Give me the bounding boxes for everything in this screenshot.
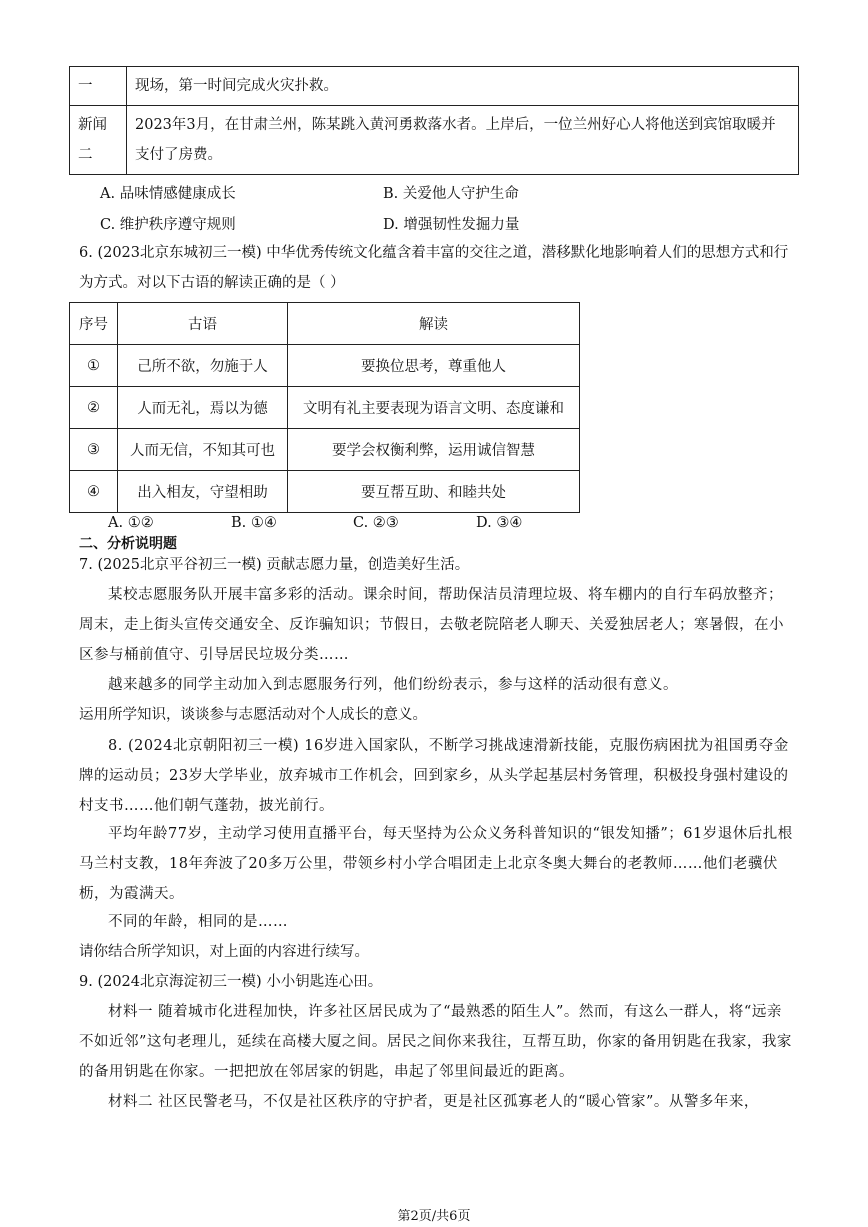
q6-option-c: C. ②③ [353, 515, 399, 531]
table-cell: ① [70, 345, 118, 387]
q6-option-a: A. ①② [108, 515, 154, 531]
table-cell: 人而无礼，焉以为德 [118, 387, 288, 429]
table-cell: ④ [70, 471, 118, 513]
q7-material-para: 某校志愿服务队开展丰富多彩的活动。课余时间，帮助保洁员清理垃圾、将车棚内的自行车码放整齐；周末，走上街头宣传交通安全、反诈骗知识；节假日，去敬老院陪老人聊天、关爱独居老人；寒暑假，在小区参与桶前值守、引导居民垃圾分类…… [79, 587, 784, 663]
table-row [70, 345, 580, 387]
q8-material-para: 8. (2024北京朝阳初三一模) 16岁进入国家队，不断学习挑战速滑新技能，克服伤病困扰为祖国勇夺金牌的运动员；23岁大学毕业，放弃城市工作机会，回到家乡，从头学起基层村务管理，积极投身强村建设的村支书……他们朝气蓬勃，披光前行。 [79, 738, 789, 814]
page-number: 第2页/共6页 [397, 1209, 471, 1224]
q5-option-c: C. 维护秩序遵守规则 [100, 217, 236, 233]
table-cell: 要互帮互助、和睦共处 [288, 471, 580, 513]
table-row [70, 471, 580, 513]
column-header: 古语 [118, 303, 288, 345]
table-row [70, 429, 580, 471]
q6-option-b: B. ①④ [231, 515, 277, 531]
q5-option-b: B. 关爱他人守护生命 [383, 186, 519, 202]
q9-material-para: 材料一 随着城市化进程加快，许多社区居民成为了“最熟悉的陌生人”。然而，有这么一群人，将“远亲不如近邻”这句老理儿，延续在高楼大厦之间。居民之间你来我往，互帮互助，你家的备用钥匙在我家，我家的备用钥匙在你家。一把把放在邻居家的钥匙，串起了邻里间最近的距离。 [79, 1004, 792, 1080]
section-heading: 二、分析说明题 [79, 536, 177, 552]
column-header: 序号 [70, 303, 118, 345]
q6-option-d: D. ③④ [476, 515, 523, 531]
table-row [70, 67, 799, 106]
news-table [69, 66, 799, 175]
table-cell: 要学会权衡利弊，运用诚信智慧 [288, 429, 580, 471]
q9-material-para: 材料二 社区民警老马，不仅是社区秩序的守护者，更是社区孤寡老人的“暖心管家”。从警多年来， [108, 1094, 759, 1110]
q7-stem: 7. (2025北京平谷初三一模) 贡献志愿力量，创造美好生活。 [79, 557, 470, 573]
table-row [70, 106, 799, 175]
table-cell: 文明有礼主要表现为语言文明、态度谦和 [288, 387, 580, 429]
q5-option-d: D. 增强韧性发掘力量 [383, 217, 520, 233]
proverb-table [69, 302, 580, 513]
table-cell: 要换位思考，尊重他人 [288, 345, 580, 387]
q8-material-para: 不同的年龄，相同的是…… [108, 914, 288, 930]
q9-stem: 9. (2024北京海淀初三一模) 小小钥匙连心田。 [79, 974, 383, 990]
table-row [70, 387, 580, 429]
table-cell: 己所不欲，勿施于人 [118, 345, 288, 387]
table-cell: 出入相友，守望相助 [118, 471, 288, 513]
news-label: 新闻二 [70, 106, 127, 175]
table-header-row [70, 303, 580, 345]
table-cell: ③ [70, 429, 118, 471]
q8-question: 请你结合所学知识，对上面的内容进行续写。 [79, 944, 369, 960]
table-cell: 人而无信，不知其可也 [118, 429, 288, 471]
q7-question: 运用所学知识，谈谈参与志愿活动对个人成长的意义。 [79, 707, 427, 723]
q7-material-para: 越来越多的同学主动加入到志愿服务行列，他们纷纷表示，参与这样的活动很有意义。 [108, 677, 678, 693]
news-label: 一 [70, 67, 127, 106]
q5-option-a: A. 品味情感健康成长 [100, 186, 236, 202]
column-header: 解读 [288, 303, 580, 345]
q6-stem: 6. (2023北京东城初三一模) 中华优秀传统文化蕴含着丰富的交往之道，潜移默化地影响着人们的思想方式和行为方式。对以下古语的解读正确的是（ ） [79, 245, 789, 291]
news-content: 2023年3月，在甘肃兰州，陈某跳入黄河勇救落水者。上岸后，一位兰州好心人将他送到宾馆取暖并支付了房费。 [127, 106, 799, 175]
news-content: 现场，第一时间完成火灾扑救。 [127, 67, 799, 106]
q8-material-para: 平均年龄77岁，主动学习使用直播平台，每天坚持为公众义务科普知识的“银发知播”；61岁退休后扎根马兰村支教，18年奔波了20多万公里，带领乡村小学合唱团走上北京冬奥大舞台的老教师……他们老骥伏枥，为霞满天。 [79, 826, 793, 902]
table-cell: ② [70, 387, 118, 429]
